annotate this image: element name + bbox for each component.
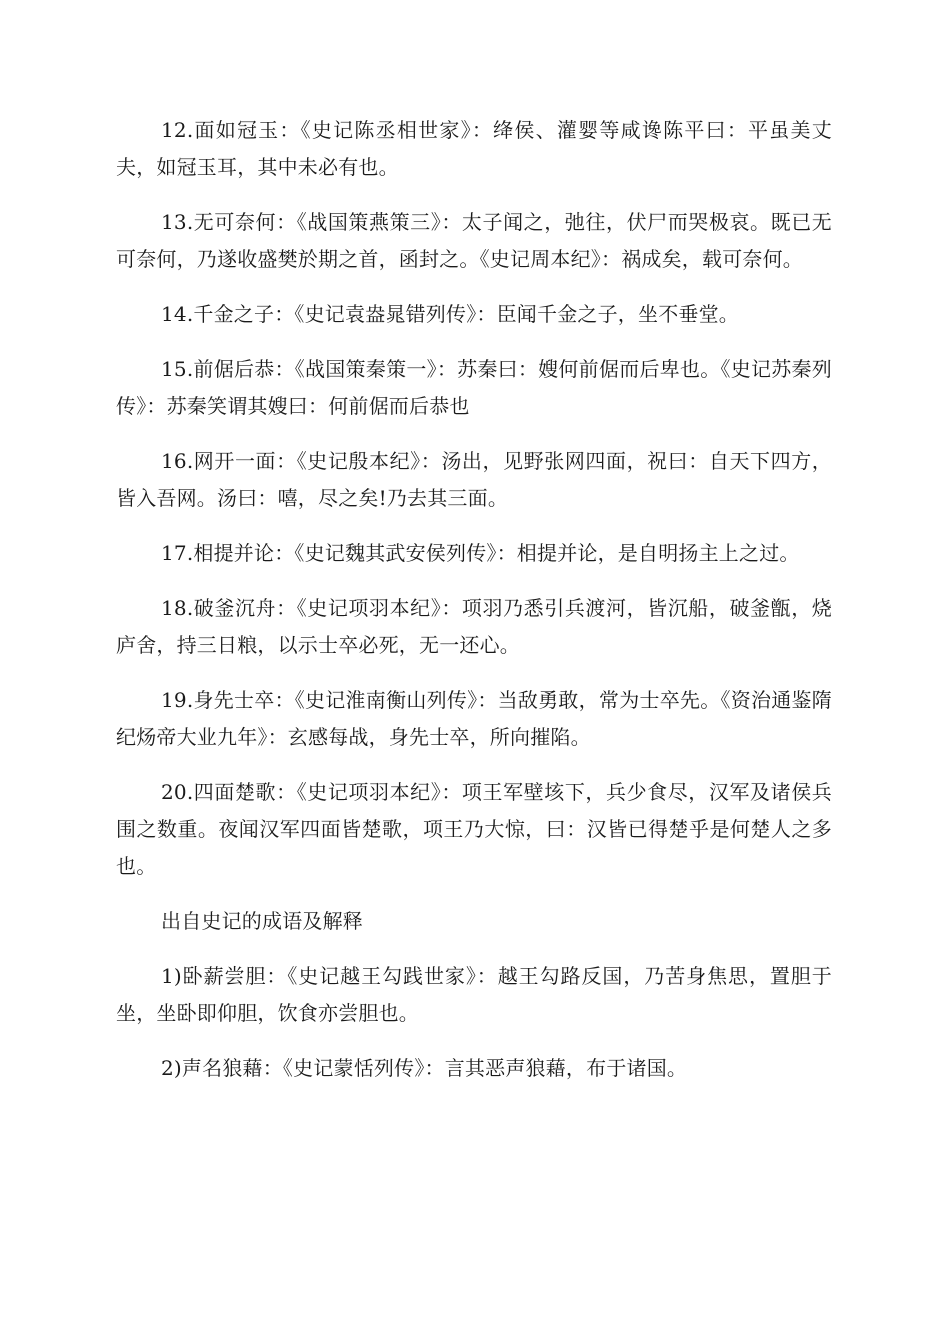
idiom-paragraph-13: 13.无可奈何：《战国策燕策三》：太子闻之，弛往，伏尸而哭极哀。既已无可奈何，乃遂收盛樊於期之首，函封之。《史记周本纪》：祸成矣，载可奈何。: [116, 210, 832, 271]
idiom-paragraph-18: 18.破釜沉舟：《史记项羽本纪》：项羽乃悉引兵渡河，皆沉船，破釜甑，烧庐舍，持三日粮，以示士卒必死，无一还心。: [116, 596, 832, 657]
idiom-paragraph-19: 19.身先士卒：《史记淮南衡山列传》：当敌勇敢，常为士卒先。《资治通鉴隋纪炀帝大业九年》：玄感每战，身先士卒，所向摧陷。: [116, 688, 832, 749]
idiom-paragraph-17: 17.相提并论：《史记魏其武安侯列传》：相提并论，是自明扬主上之过。: [161, 541, 800, 565]
idiom-paragraph-15: 15.前倨后恭：《战国策秦策一》：苏秦曰：嫂何前倨而后卑也。《史记苏秦列传》：苏秦笑谓其嫂曰：何前倨而后恭也: [116, 357, 832, 418]
idiom-paragraph-2: 2)声名狼藉：《史记蒙恬列传》：言其恶声狼藉，布于诸国。: [161, 1056, 688, 1080]
idiom-paragraph-14: 14.千金之子：《史记袁盎晁错列传》：臣闻千金之子，坐不垂堂。: [161, 302, 740, 326]
idiom-paragraph-16: 16.网开一面：《史记殷本纪》：汤出，见野张网四面，祝曰：自天下四方，皆入吾网。汤曰：嘻，尽之矣!乃去其三面。: [116, 449, 832, 510]
idiom-paragraph-1: 1)卧薪尝胆：《史记越王勾践世家》：越王勾路反国，乃苦身焦思，置胆于坐，坐卧即仰胆，饮食亦尝胆也。: [116, 964, 832, 1025]
idiom-paragraph-20: 20.四面楚歌：《史记项羽本纪》：项王军壁垓下，兵少食尽，汉军及诸侯兵围之数重。夜闻汉军四面皆楚歌，项王乃大惊，曰：汉皆已得楚乎是何楚人之多也。: [116, 780, 832, 878]
document-body: [116, 112, 832, 1105]
section-heading: 出自史记的成语及解释: [161, 909, 363, 933]
idiom-paragraph-12: 12.面如冠玉：《史记陈丞相世家》：绛侯、灌婴等咸谗陈平曰：平虽美丈夫，如冠玉耳，其中未必有也。: [116, 118, 832, 179]
